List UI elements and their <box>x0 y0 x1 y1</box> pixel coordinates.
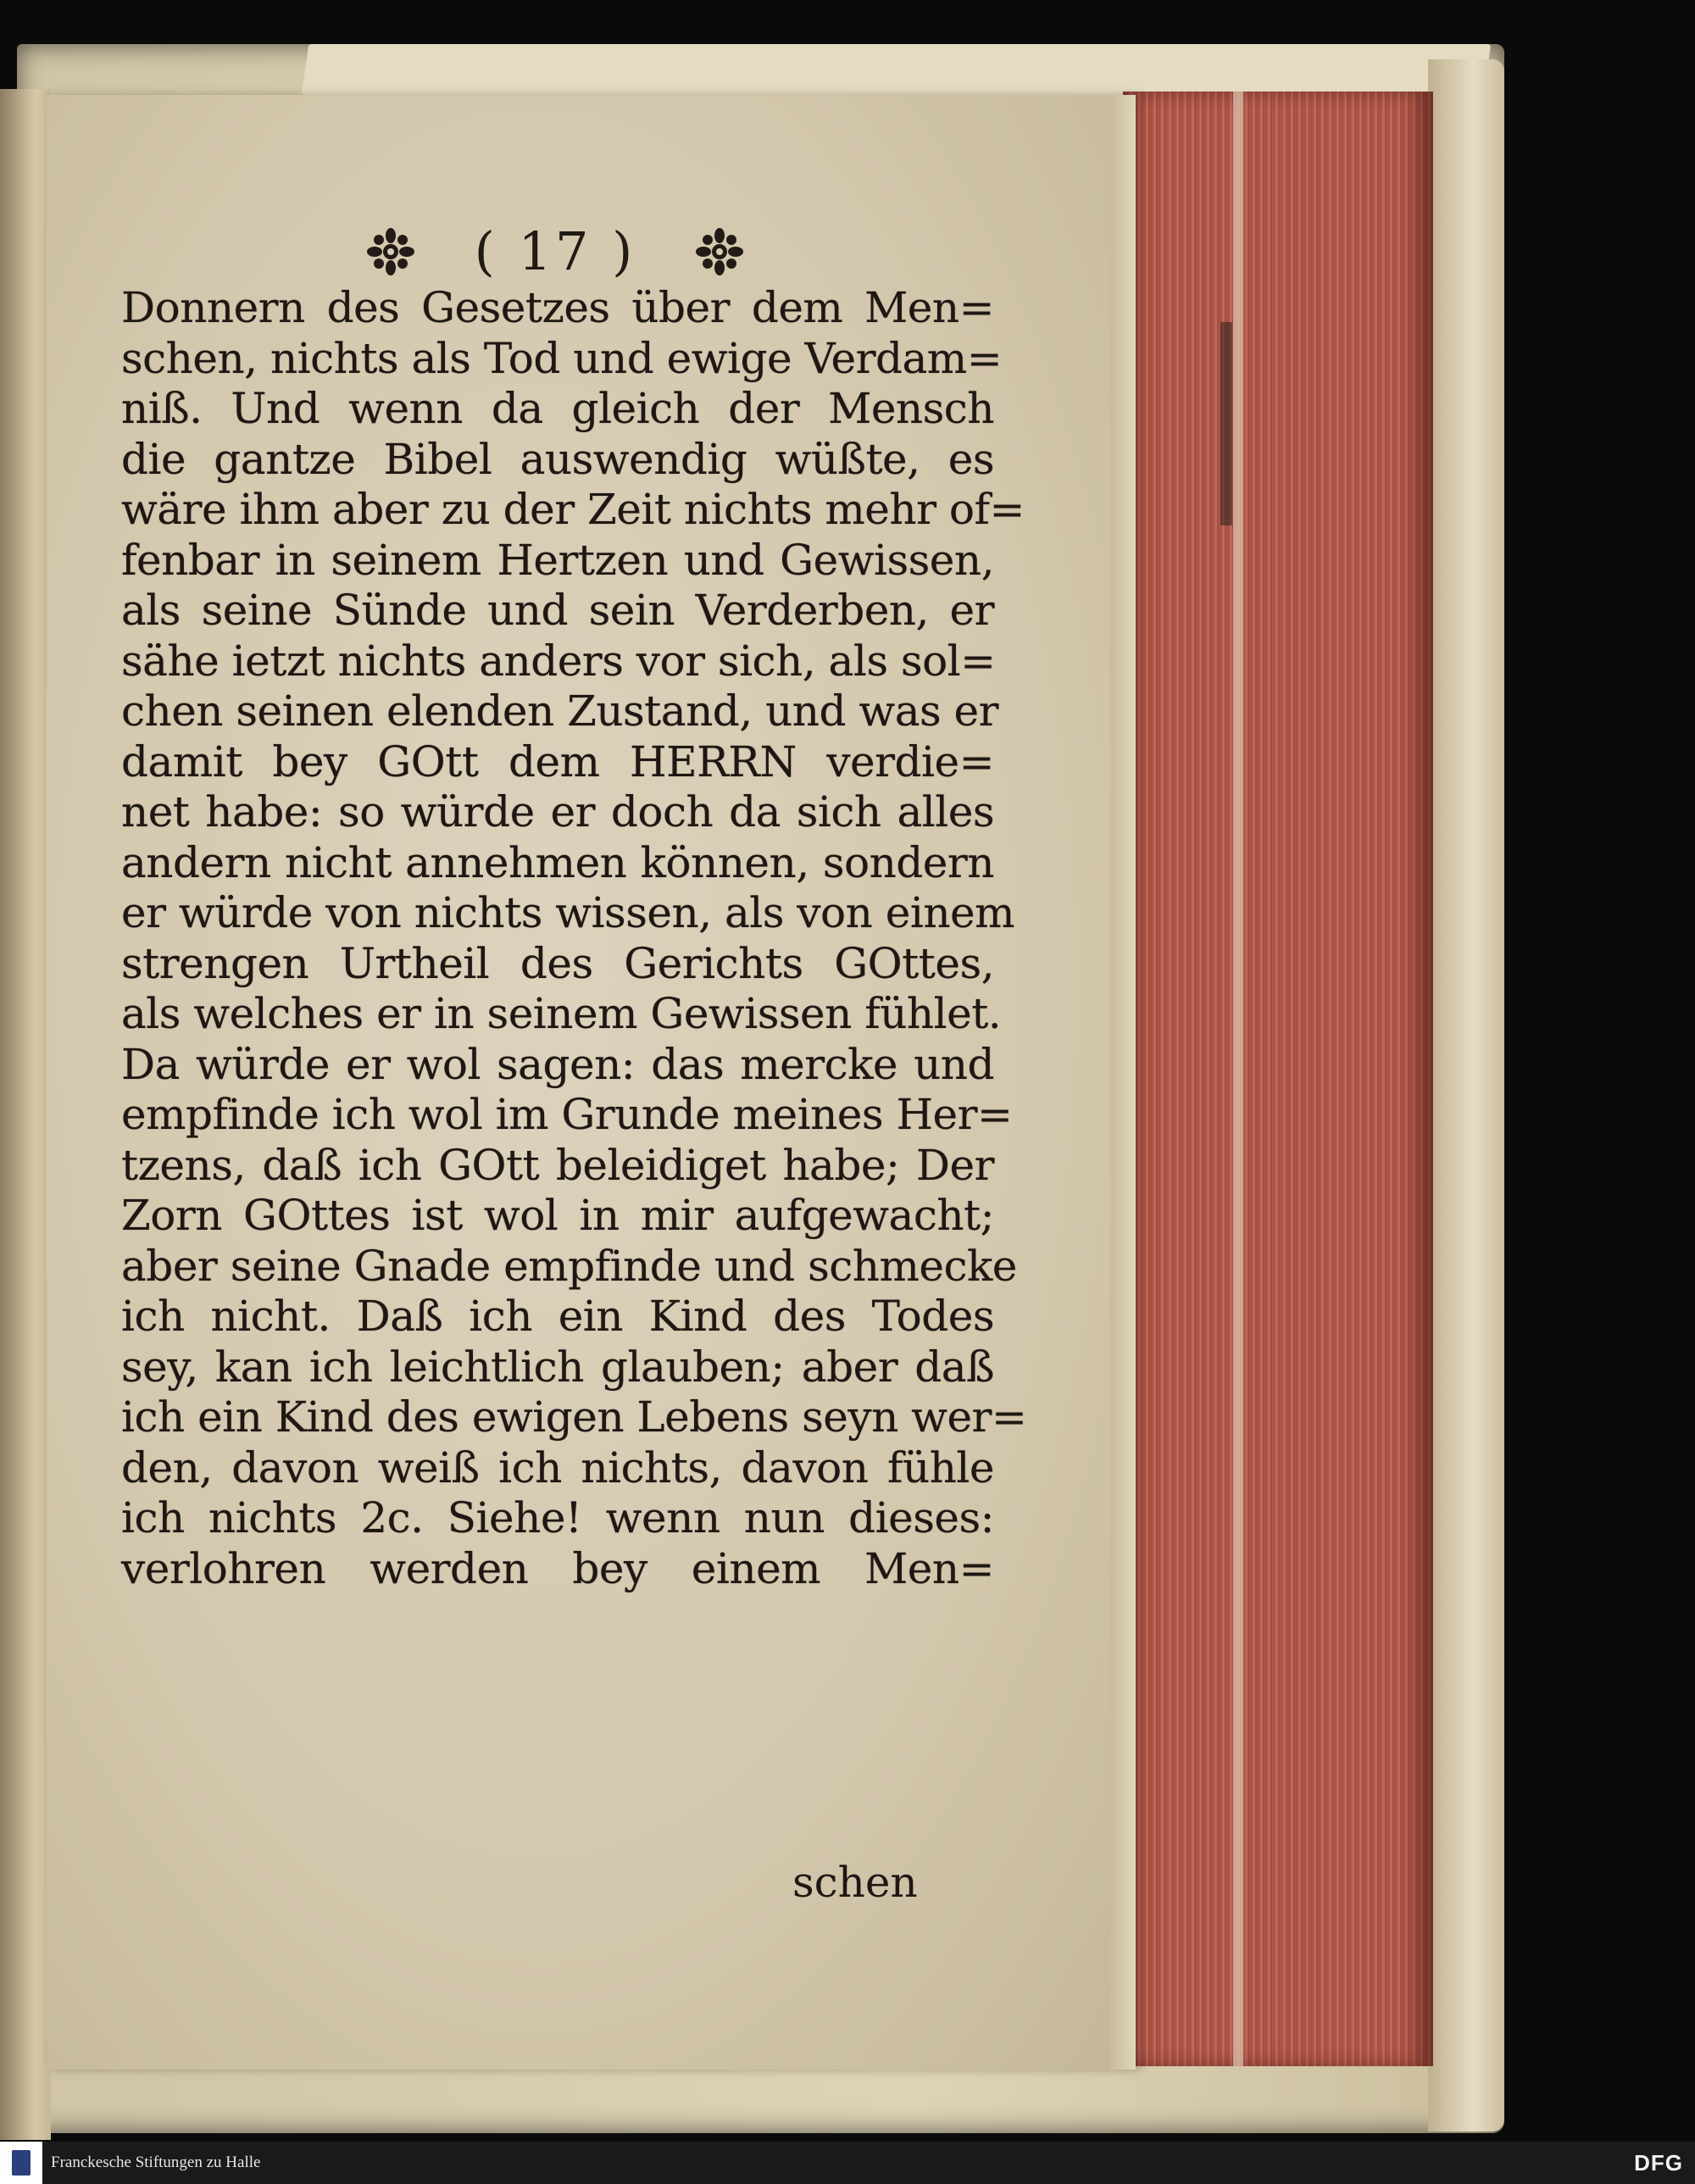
footer-bar <box>0 2142 1695 2184</box>
page-header <box>47 220 1064 282</box>
text-line: er würde von nichts wissen, als von einem <box>121 888 1015 937</box>
text-line: damit bey GOtt dem HERRN verdie= <box>121 736 994 786</box>
text-line: den, davon weiß ich nichts, davon fühle <box>121 1442 994 1492</box>
text-line: net habe: so würde er doch da sich alles <box>121 787 994 836</box>
text-line: als welches er in seinem Gewissen fühlet. <box>121 989 1002 1038</box>
text-line: sey, kan ich leichtlich glauben; aber daß <box>121 1342 994 1392</box>
text-line: ich ein Kind des ewigen Lebens seyn wer= <box>121 1392 1027 1442</box>
text-line: schen, nichts als Tod und ewige Verdam= <box>121 333 1003 383</box>
fore-edge-shadow <box>1220 322 1232 525</box>
dfg-logo[interactable]: DFG <box>1634 2150 1683 2176</box>
text-line: wäre ihm aber zu der Zeit nichts mehr of= <box>121 485 1025 534</box>
text-line: tzens, daß ich GOtt beleidiget habe; Der <box>121 1140 994 1190</box>
fore-edge <box>1123 92 1433 2066</box>
text-block <box>121 283 1027 1594</box>
text-line: verlohren werden bey einem Men= <box>121 1543 994 1593</box>
institution-logo-icon <box>12 2150 31 2176</box>
page-edge <box>1110 95 1136 2070</box>
text-line: empfinde ich wol im Grunde meines Her= <box>121 1090 1013 1139</box>
text-line: Donnern des Gesetzes über dem Men= <box>121 283 994 332</box>
text-line: strengen Urtheil des Gerichts GOttes, <box>121 938 994 988</box>
catchword: schen <box>792 1858 918 1907</box>
institution-logo[interactable] <box>0 2142 42 2184</box>
text-line: sähe ietzt nichts anders vor sich, als sol= <box>121 636 996 686</box>
text-line: die gantze Bibel auswendig wüßte, es <box>121 434 994 484</box>
text-line: andern nicht annehmen können, sondern <box>121 837 994 887</box>
text-line: Da würde er wol sagen: das mercke und <box>121 1039 994 1089</box>
book-cover-top <box>302 44 1491 95</box>
book-page <box>47 95 1136 2070</box>
book-cover-right <box>1428 59 1504 2131</box>
text-line: ich nicht. Daß ich ein Kind des Todes <box>121 1292 994 1341</box>
flower-ornament-icon <box>366 227 415 276</box>
flower-ornament-icon <box>695 227 744 276</box>
fore-edge-band <box>1233 92 1243 2066</box>
text-line: fenbar in seinem Hertzen und Gewissen, <box>121 535 994 585</box>
text-line: niß. Und wenn da gleich der Mensch <box>121 384 994 433</box>
institution-name[interactable]: Franckesche Stiftungen zu Halle <box>51 2153 261 2171</box>
text-line: als seine Sünde und sein Verderben, er <box>121 586 994 635</box>
page-number: ( 17 ) <box>474 220 636 282</box>
text-line: chen seinen elenden Zustand, und was er <box>121 686 999 736</box>
text-line: aber seine Gnade empfinde und schmecke <box>121 1241 1017 1291</box>
facing-page-sliver <box>0 89 51 2140</box>
text-line: ich nichts 2c. Siehe! wenn nun dieses: <box>121 1493 994 1542</box>
text-line: Zorn GOttes ist wol in mir aufgewacht; <box>121 1191 994 1240</box>
